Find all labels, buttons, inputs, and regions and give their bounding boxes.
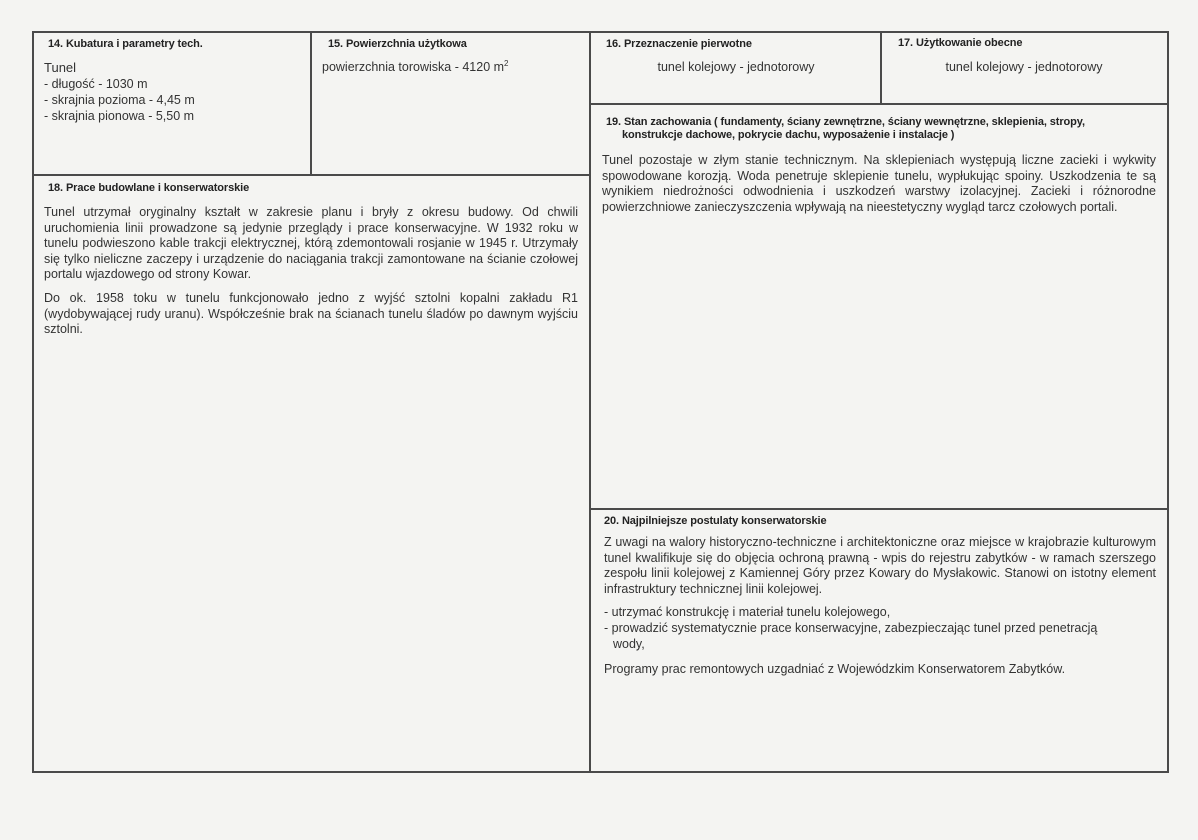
section-19-body: Tunel pozostaje w złym stanie technicznym. Na sklepieniach występują liczne zacieki i wykwity spowodowane korozją. Woda penetruje sklepienie tunelu, wypłukując spoiny. Uszkodzenia te są wynikiem niedrożności odwodnienia i uszkodzeń warstwy izolacyjnej. Zacieki i różnorodne powierzchniowe zanieczyszczenia wpływają na nieestetyczny wygląd tarcz czołowych portali.	[602, 153, 1156, 214]
s14-line-3: - skrajnia pionowa - 5,50 m	[44, 109, 195, 123]
s20-bullet-2-cont: wody,	[613, 636, 645, 651]
rule-col-split-16-17	[880, 31, 882, 104]
section-14-body	[44, 60, 304, 124]
rule-left	[32, 31, 34, 773]
section-16-value: tunel kolejowy - jednotorowy	[657, 60, 815, 74]
s18-paragraph-1: Tunel utrzymał oryginalny kształt w zakresie planu i bryły z okresu budowy. Od chwili uruchomienia linii prowadzone są jedynie przeglądy i prace konserwacyjne. W 1932 roku w tunelu podwieszono kable trakcji elektrycznej, którą zdemontowali rosjanie w 1945 r. Utrzymały się tylko nieliczne zaczepy i urządzenie do naciągania trakcji zamontowane na ścianie czołowej portalu wjazdowego od strony Kowar.	[44, 205, 578, 282]
s20-bullet-1: - utrzymać konstrukcję i materiał tunelu kolejowego,	[604, 605, 891, 620]
rule-right-mid-1	[590, 103, 1168, 105]
rule-top	[32, 31, 1168, 33]
section-15-title: 15. Powierzchnia użytkowa	[328, 38, 467, 50]
section-20-body	[604, 535, 1156, 678]
section-18-body	[44, 205, 578, 346]
s20-paragraph-1: Z uwagi na walory historyczno-techniczne i architektoniczne oraz miejsce w krajobrazie kulturowym tunel kwalifikuje się do objęcia ochroną prawną - wpis do rejestru zabytków - w ramach szerszego zespołu linii kolejowej z Kamiennej Góry przez Kowary do Mysłakowic. Stanowi on istotny element infrastruktury technicznej linii kolejowej.	[604, 535, 1156, 596]
rule-right	[1167, 31, 1169, 773]
rule-col-split-14-15	[310, 31, 312, 176]
section-19-title-line-2: konstrukcje dachowe, pokrycie dachu, wyposażenie i instalacje )	[622, 129, 955, 141]
s15-value: powierzchnia torowiska - 4120 m	[322, 60, 505, 74]
s14-line-2: - skrajnia pozioma - 4,45 m	[44, 93, 195, 107]
rule-center	[589, 31, 591, 773]
s18-paragraph-2: Do ok. 1958 toku w tunelu funkcjonowało jedno z wyjść sztolni kopalni zakładu R1 (wydobywającej rudy uranu). Współcześnie brak na ścianach tunelu śladów po dawnym wyjściu sztolni.	[44, 290, 578, 337]
rule-right-mid-2	[590, 508, 1168, 510]
s14-heading: Tunel	[44, 60, 77, 75]
section-20-title: 20. Najpilniejsze postulaty konserwatorskie	[604, 515, 827, 527]
section-19-title-line-1: 19. Stan zachowania ( fundamenty, ściany zewnętrzne, ściany wewnętrzne, sklepienia, stropy,	[606, 116, 1085, 128]
section-15-body	[322, 60, 508, 76]
s14-line-1: - długość - 1030 m	[44, 77, 148, 91]
section-17-value: tunel kolejowy - jednotorowy	[945, 60, 1103, 74]
section-16-title: 16. Przeznaczenie pierwotne	[606, 38, 752, 50]
section-18-title: 18. Prace budowlane i konserwatorskie	[48, 182, 250, 194]
section-17-title: 17. Użytkowanie obecne	[898, 37, 1023, 49]
s15-unit-exponent: 2	[504, 58, 509, 68]
s20-bullet-2: - prowadzić systematycznie prace konserwacyjne, zabezpieczając tunel przed penetracją	[604, 620, 1098, 635]
rule-bottom	[32, 771, 1168, 773]
s20-programs: Programy prac remontowych uzgadniać z Wojewódzkim Konserwatorem Zabytków.	[604, 662, 1066, 677]
section-14-title: 14. Kubatura i parametry tech.	[48, 38, 203, 50]
